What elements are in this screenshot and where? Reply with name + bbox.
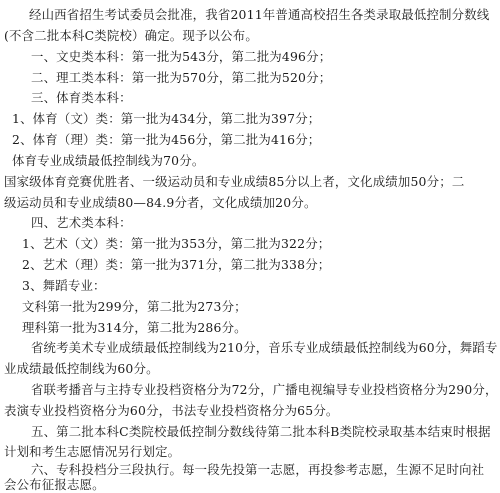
dance-heading: 3、舞蹈专业： bbox=[22, 278, 106, 293]
section-5-line-1: 五、第二批本科C类院校最低控制分数线待第二批本科B类院校录取基本结束时根据 bbox=[31, 424, 491, 439]
dance-like-line: 理科第一批为314分，第二批为286分。 bbox=[22, 320, 247, 335]
joint-exam-line-2: 表演专业投档资格分为60分，书法专业投档资格分为65分。 bbox=[4, 403, 339, 418]
section-1-wenshi: 一、文史类本科：第一批为543分，第二批为496分； bbox=[31, 49, 332, 64]
art-exam-line-1: 省统考美术专业成绩最低控制线为210分，音乐专业成绩最低控制线为60分，舞蹈专 bbox=[31, 340, 498, 355]
joint-exam-line-1: 省联考播音与主持专业投档资格分为72分，广播电视编导专业投档资格分为290分， bbox=[31, 382, 498, 397]
sports-bonus-line-2: 级运动员和专业成绩80—84.9分者，文化成绩加20分。 bbox=[4, 195, 317, 210]
dance-wenke-line: 文科第一批为299分，第二批为273分； bbox=[22, 299, 247, 314]
section-3-heading: 三、体育类本科： bbox=[31, 90, 132, 105]
sports-li-line: 2、体育（理）类：第一批为456分，第二批为416分； bbox=[12, 132, 321, 147]
intro-line-1: 经山西省招生考试委员会批准，我省2011年普通高校招生各类录取最低控制分数线 bbox=[29, 7, 490, 22]
section-6-line-2: 会公布征报志愿。 bbox=[4, 477, 105, 492]
section-5-line-2: 计划和考生志愿情况另行划定。 bbox=[4, 444, 181, 459]
art-li-line: 2、艺术（理）类：第一批为371分，第二批为338分； bbox=[22, 257, 331, 272]
section-2-ligong: 二、理工类本科：第一批为570分，第二批为520分； bbox=[31, 70, 332, 85]
section-4-heading: 四、艺术类本科： bbox=[31, 215, 132, 230]
sports-bonus-line-1: 国家级体育竞赛优胜者、一级运动员和专业成绩85分以上者，文化成绩加50分；二 bbox=[4, 174, 465, 189]
section-6-line-1: 六、专科投档分三段执行。每一段先投第一志愿，再投参考志愿，生源不足时向社 bbox=[31, 462, 485, 477]
intro-line-2: (不含二批本科C类院校）确定。现予以公布。 bbox=[4, 28, 258, 43]
art-wen-line: 1、艺术（文）类：第一批为353分，第二批为322分； bbox=[22, 236, 331, 251]
sports-wen-line: 1、体育（文）类：第一批为434分，第二批为397分； bbox=[12, 111, 321, 126]
sports-threshold-line: 体育专业成绩最低控制线为70分。 bbox=[12, 153, 205, 168]
art-exam-line-2: 业成绩最低控制线为60分。 bbox=[4, 361, 159, 376]
